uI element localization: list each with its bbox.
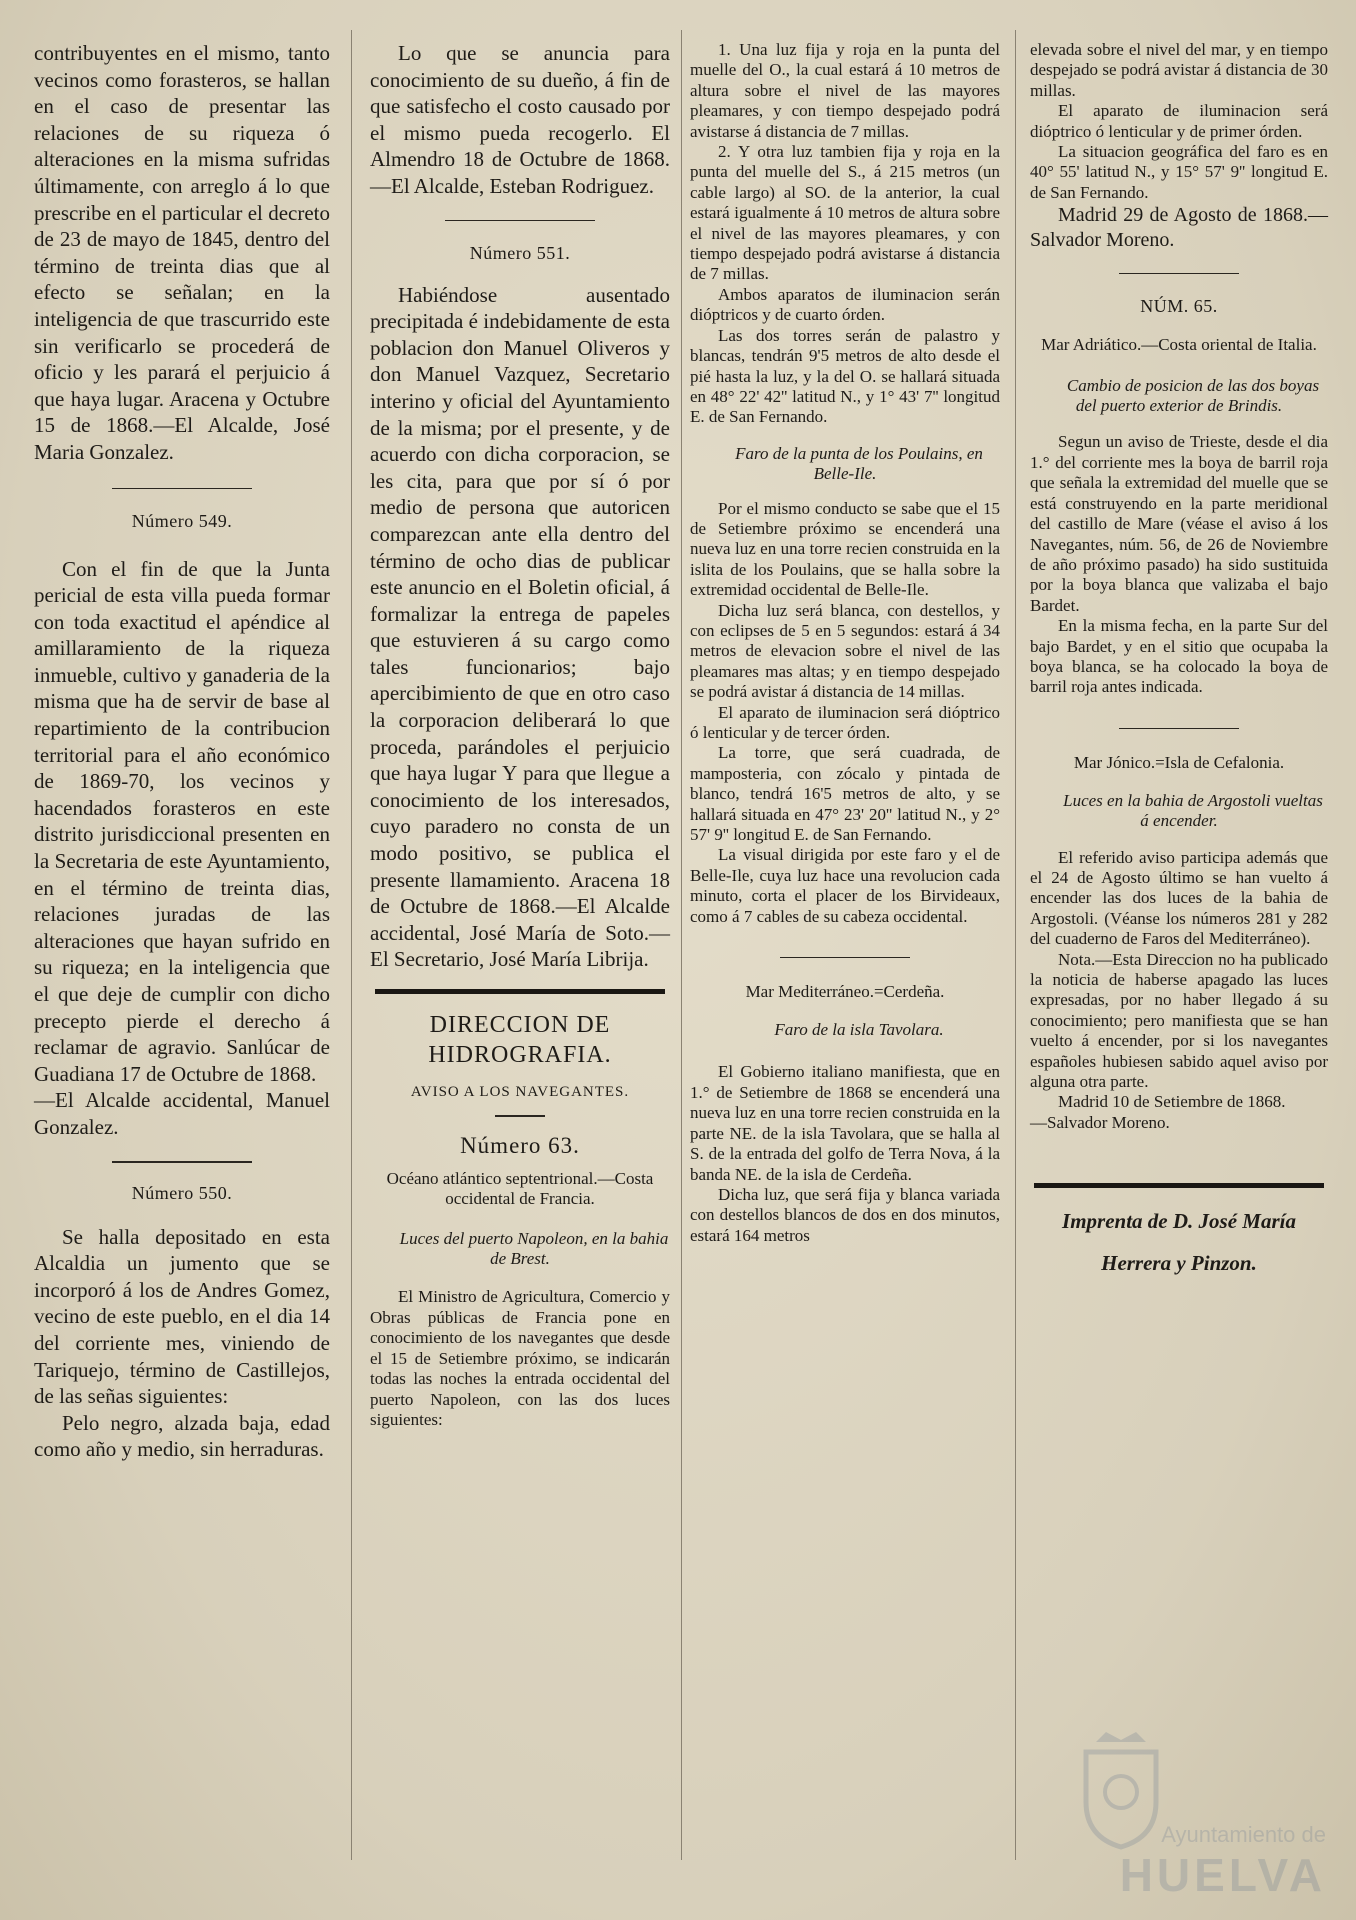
printer-credit: Imprenta de D. José María: [1062, 1209, 1296, 1234]
paragraph: contribuyentes en el mismo, tanto vecinos como forasteros, se hallan en el caso de presentar las relaciones de su riqueza ó alteraciones en la misma sufridas últimamente, con arreglo á lo que prescribe en el particular el decreto de 23 de mayo de 1845, dentro del término de treinta dias que al efecto se señalan; en la inteligencia de que trascurrido este sin verificarlo se procederá de oficio y les parará el perjuicio á que haya lugar. Aracena y Octubre 15 de 1868.—El Alcalde, José Maria Gonzalez.: [34, 41, 330, 464]
separator: [112, 488, 252, 489]
thick-separator: [1034, 1183, 1324, 1188]
paragraph: Segun un aviso de Trieste, desde el dia 1.° del corriente mes la boya de barril roja que señala la extremidad del muelle que se está construyendo en la parte meridional del castillo de Mare (véase el aviso á los Navegantes, núm. 56, de 26 de Noviembre de año próximo pasado) ha sido sustituida por la boya blanca que valizaba el bajo Bardet.: [1030, 432, 1328, 615]
paragraph: 1. Una luz fija y roja en la punta del muelle del O., la cual estará á 10 metros de altura sobre el nivel de las mayores pleamares, y con tiempo despejado podrá avistarse á distancia de 7 millas.: [690, 40, 1000, 141]
paragraph: El aparato de iluminacion será dióptrico ó lenticular y de tercer órden.: [690, 702, 1000, 742]
watermark-text: Ayuntamiento de HUELVA: [1119, 1822, 1326, 1901]
region-heading: Mar Mediterráneo.=Cerdeña.: [745, 982, 945, 1002]
printer-credit: Herrera y Pinzon.: [1101, 1251, 1257, 1276]
separator: [780, 957, 910, 958]
paragraph: El Gobierno italiano manifiesta, que en 1.° de Setiembre de 1868 se encenderá una nueva luz en una torre recien construida en la parte NE. de la isla Tavolara, que se halla al S. de la entrada del golfo de Terra Nova, á la banda NE. de la isla de Cerdeña.: [690, 1062, 1000, 1184]
paragraph: Se halla depositado en esta Alcaldia un jumento que se incorporó á los de Andres Gomez, vecino de este pueblo, en el dia 14 del corriente mes, viniendo de Tariquejo, término de Castillejos, de las señas siguientes:: [34, 1224, 330, 1409]
thick-separator: [375, 989, 665, 994]
paragraph: El referido aviso participa además que el 24 de Agosto último se han vuelto á encender las dos luces de la bahia de Argostoli. (Véanse los números 281 y 282 del cuaderno de Faros del Mediterráneo).: [1030, 847, 1328, 949]
paragraph: —El Alcalde accidental, Manuel Gonzalez.: [34, 1088, 330, 1139]
region-heading: Mar Adriático.—Costa oriental de Italia.: [1041, 335, 1317, 355]
column-2: [370, 40, 670, 1431]
region-heading: Mar Jónico.=Isla de Cefalonia.: [1073, 752, 1285, 772]
lighthouse-heading: Faro de la isla Tavolara.: [774, 1020, 944, 1040]
separator: [112, 1161, 252, 1163]
signature-line: Madrid 29 de Agosto de 1868.—Salvador Moreno.: [1030, 204, 1328, 252]
separator: [495, 1115, 545, 1117]
separator: [1119, 273, 1239, 274]
separator: [445, 220, 595, 221]
paragraph: La visual dirigida por este faro y el de Belle-Ile, cuya luz hace una revolucion cada minuto, corta el placer de los Birvideaux, como á 7 cables de su cabeza occidental.: [690, 845, 1000, 926]
column-rule: [1015, 30, 1016, 1860]
notice-number: Número 550.: [131, 1182, 233, 1203]
ayuntamiento-seal-watermark: [1076, 1732, 1326, 1902]
paragraph: Dicha luz será blanca, con destellos, y con eclipses de 5 en 5 segundos: estará á 34 metros de elevacion sobre el nivel de las pleamares mas altas; y en tiempo despejado se podrá avistar á distancia de 14 millas.: [690, 600, 1000, 702]
paragraph: Lo que se anuncia para conocimiento de su dueño, á fin de que satisfecho el costo causado por el mismo pueda recogerlo. El Almendro 18 de Octubre de 1868.—El Alcalde, Esteban Rodriguez.: [370, 41, 670, 198]
column-rule: [351, 30, 352, 1860]
notice-number: Número 549.: [131, 510, 233, 531]
paragraph: —Salvador Moreno.: [1030, 1112, 1170, 1132]
paragraph: La situacion geográfica del faro es en 40° 55' latitud N., y 15° 57' 9'' longitud E. de San Fernando.: [1030, 142, 1328, 202]
paragraph: El aparato de iluminacion será dióptrico ó lenticular y de primer órden.: [1030, 101, 1328, 141]
paragraph: El Ministro de Agricultura, Comercio y Obras públicas de Francia pone en conocimiento de los navegantes que desde el 15 de Setiembre próximo, se indicarán todas las noches la entrada occidental del puerto Napoleon, con las dos luces siguientes:: [370, 1287, 670, 1429]
paragraph: Las dos torres serán de palastro y blancas, tendrán 9'5 metros de alto desde el pié hasta la luz, y la del O. se hallará situada en 48° 22' 42'' latitud N., y 1° 43' 7'' longitud E. de San Fernando.: [690, 325, 1000, 427]
paragraph: Ambos aparatos de iluminacion serán dióptricos y de cuarto órden.: [690, 284, 1000, 325]
column-1: [34, 40, 330, 1463]
paragraph: Habiéndose ausentado precipitada é indebidamente de esta poblacion don Manuel Oliveros y don Manuel Vazquez, Secretario interino y oficial del Ayuntamiento de la misma; por el presente, y de acuerdo con dicha corporacion, se les cita, para que por sí ó por medio de persona que autoricen comparezcan ante ella dentro del término de ocho dias de publicar este anuncio en el Boletin oficial, á formalizar la entrega de papeles que estuvieren á su cargo como tales funcionarios; bajo apercibimiento de que en otro caso la corporacion deliberará lo que proceda, parándoles el perjuicio que haya lugar Y para que llegue a conocimiento de los interesados, cuyo paradero no consta de un modo positivo, se publica el presente llamamiento. Aracena 18 de Octubre de 1868.—El Alcalde accidental, José María de Soto.—El Secretario, José María Librija.: [370, 282, 670, 972]
notice-number: Número 63.: [460, 1133, 580, 1158]
paragraph: elevada sobre el nivel del mar, y en tiempo despejado se podrá avistar á distancia de 30 millas.: [1030, 40, 1328, 100]
paragraph: 2. Y otra luz tambien fija y roja en la punta del muelle del S., á 215 metros (un cable largo) al SO. de la anterior, la cual estará igualmente á 10 metros de altura sobre el nivel de las mayores pleamares, y con tiempo despejado podrá avistarse á distancia de 7 millas.: [690, 142, 1000, 284]
paragraph: Por el mismo conducto se sabe que el 15 de Setiembre próximo se encenderá una nueva luz en una torre recien construida en la islita de los Poulains, que se halla sobre la extremidad occidental de Belle-Ile.: [690, 498, 1000, 600]
column-rule: [681, 30, 682, 1860]
column-3: [690, 40, 1000, 1246]
lighthouse-heading: Faro de la punta de los Poulains, en Belle-Ile.: [735, 443, 983, 484]
paragraph: En la misma fecha, en la parte Sur del bajo Bardet, y en el sitio que ocupaba la boya blanca, se ha colocado la boya de barril roja antes indicada.: [1030, 616, 1328, 697]
paragraph: Con el fin de que la Junta pericial de esta villa pueda formar con toda exactitud el apéndice al amillaramiento de la riqueza inmueble, cultivo y ganaderia de la misma que ha de servir de base al repartimiento de la contribucion territorial para el año económico de 1869-70, los vecinos y hacendados forasteros en este distrito jurisdiccional presenten en la Secretaria de este Ayuntamiento, en el término de treinta dias, relaciones juradas de las alteraciones que hayan sufrido en su riqueza; en la inteligencia que el que deje de cumplir con dicho precepto pierde el derecho á reclamar de agravio. Sanlúcar de Guadiana 17 de Octubre de 1868.: [34, 556, 330, 1086]
section-title: DIRECCION DE HIDROGRAFIA.: [428, 1012, 612, 1068]
notice-number: Número 551.: [469, 242, 571, 263]
notice-number: NÚM. 65.: [1140, 296, 1218, 317]
paragraph: Nota.—Esta Direccion no ha publicado la noticia de haberse apagado las luces expresadas, por no haber llegado á su conocimiento; pero manifiesta que se han vuelto á encender, por si los navegantes españoles hubiesen sabido aquel aviso por alguna otra parte.: [1030, 949, 1328, 1092]
lights-heading: Luces en la bahia de Argostoli vueltas á encender.: [1063, 790, 1323, 831]
paragraph: Madrid 10 de Setiembre de 1868.: [1058, 1092, 1286, 1112]
lights-heading: Luces del puerto Napoleon, en la bahia de Brest.: [399, 1229, 669, 1268]
buoy-heading: Cambio de posicion de las dos boyas del puerto exterior de Brindis.: [1066, 375, 1320, 416]
paragraph: La torre, que será cuadrada, de mamposteria, con zócalo y pintada de blanco, tendrá 16'5 metros de alto, y se hallará situada en 47° 23' 20'' latitud N., y 2° 57' 9'' longitud E. de San Fernando.: [690, 743, 1000, 845]
paragraph: Pelo negro, alzada baja, edad como año y medio, sin herraduras.: [34, 1410, 330, 1462]
separator: [1119, 728, 1239, 729]
paragraph: Dicha luz, que será fija y blanca variada con destellos blancos de dos en dos minutos, estará 164 metros: [690, 1184, 1000, 1245]
region-heading: Océano atlántico septentrional.—Costa occidental de Francia.: [386, 1169, 654, 1208]
subtitle: AVISO A LOS NAVEGANTES.: [410, 1084, 630, 1100]
column-4: [1030, 40, 1328, 1284]
